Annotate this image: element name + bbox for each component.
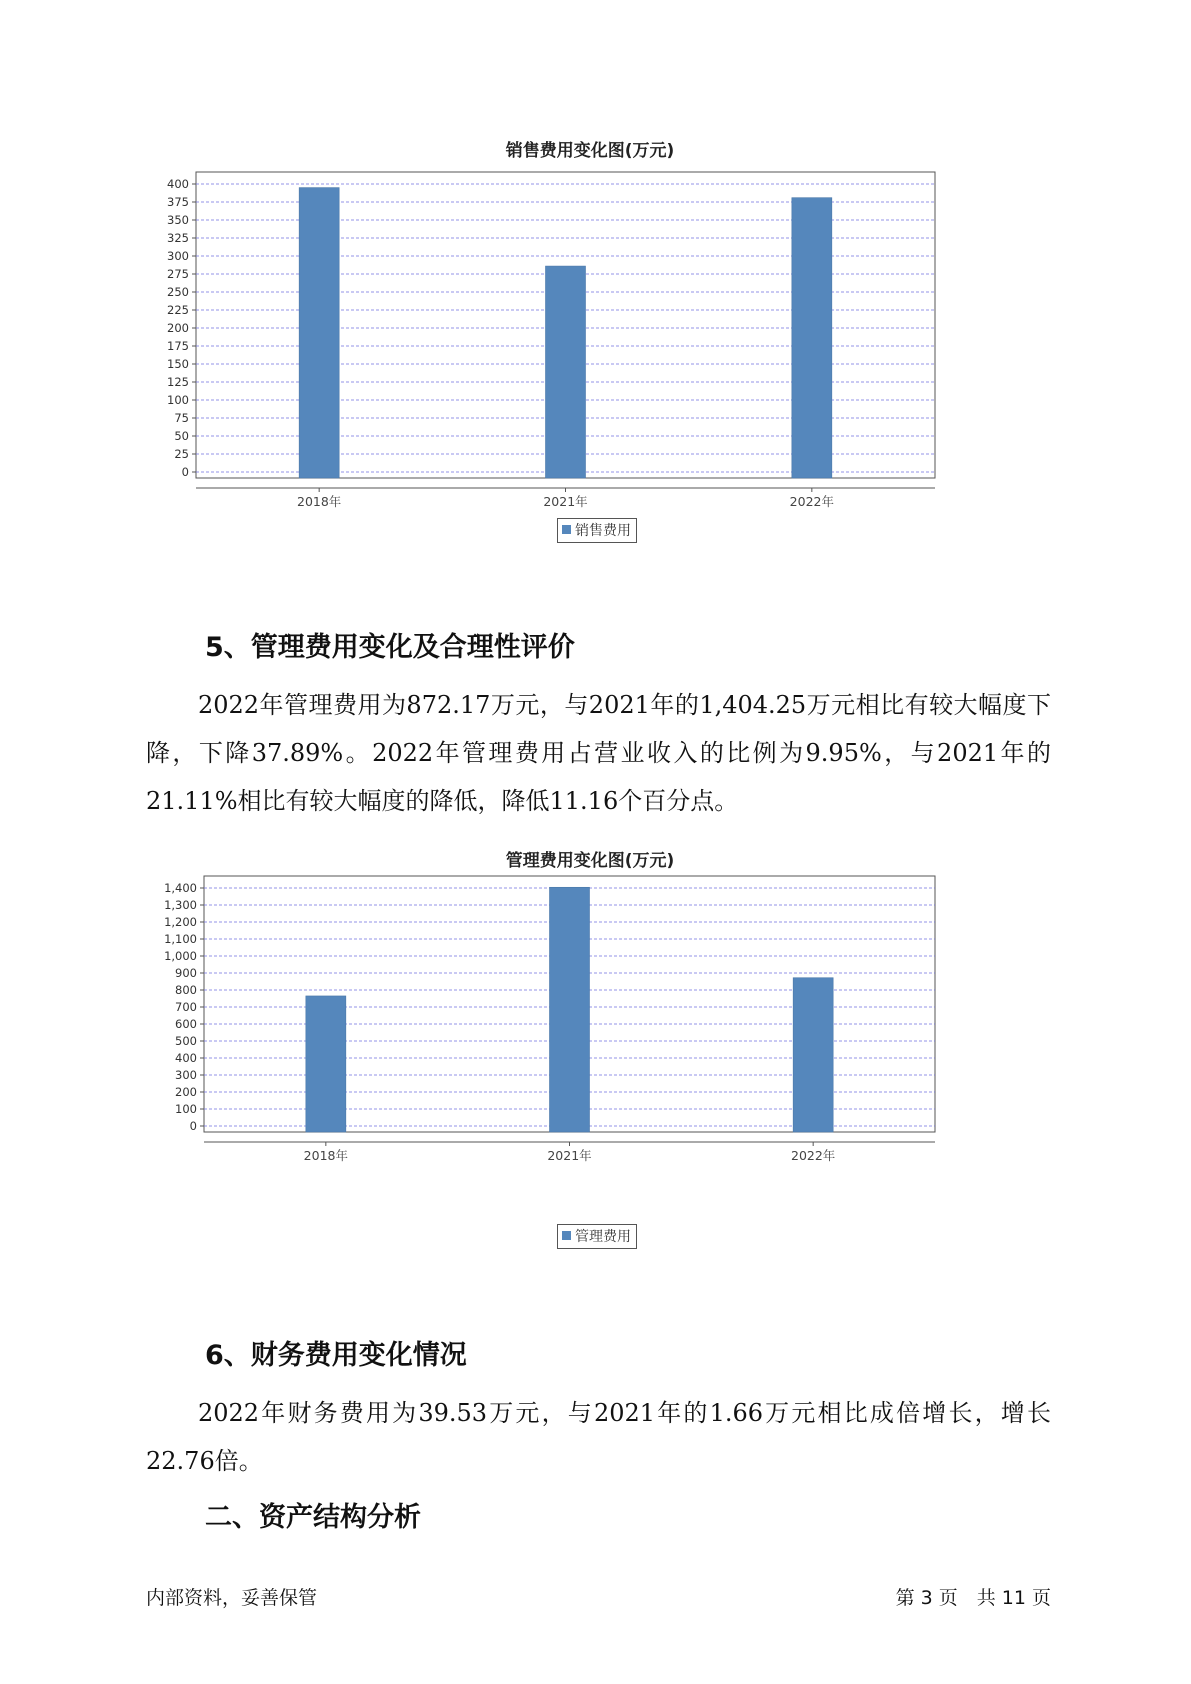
y-tick-label: 175 bbox=[167, 339, 189, 353]
y-tick-label: 225 bbox=[167, 303, 189, 317]
bar-2022年 bbox=[793, 978, 833, 1132]
y-tick-label: 400 bbox=[167, 177, 189, 191]
x-tick-label: 2022年 bbox=[789, 494, 834, 509]
y-tick-label: 150 bbox=[167, 357, 189, 371]
section-two-heading: 二、资产结构分析 bbox=[205, 1502, 421, 1533]
y-tick-label: 1,200 bbox=[164, 915, 197, 929]
y-tick-label: 1,000 bbox=[164, 949, 197, 963]
bar-2021年 bbox=[546, 266, 586, 478]
chart-svg bbox=[150, 836, 1030, 1256]
y-tick-label: 0 bbox=[181, 465, 189, 479]
x-tick-label: 2021年 bbox=[547, 1148, 592, 1163]
legend-swatch bbox=[562, 525, 571, 534]
chart-title: 管理费用变化图(万元) bbox=[505, 851, 675, 871]
y-tick-label: 100 bbox=[167, 393, 189, 407]
y-tick-label: 900 bbox=[175, 966, 197, 980]
y-tick-label: 325 bbox=[167, 231, 189, 245]
section-5-paragraph: 2022年管理费用为872.17万元，与2021年的1,404.25万元相比有较大幅度下降，下降37.89%。2022年管理费用占营业收入的比例为9.95%，与2021年的21.11%相比有较大幅度的降低，降低11.16个百分点。 bbox=[146, 691, 1051, 815]
y-tick-label: 300 bbox=[167, 249, 189, 263]
section-6-paragraph: 2022年财务费用为39.53万元，与2021年的1.66万元相比成倍增长，增长22.76倍。 bbox=[146, 1399, 1051, 1475]
y-tick-label: 200 bbox=[175, 1085, 197, 1099]
x-tick-label: 2022年 bbox=[791, 1148, 836, 1163]
y-tick-label: 500 bbox=[175, 1034, 197, 1048]
y-tick-label: 350 bbox=[167, 213, 189, 227]
section-5-heading: 5、管理费用变化及合理性评价 bbox=[205, 632, 575, 663]
bar-2021年 bbox=[550, 887, 590, 1132]
admin-expense-chart bbox=[150, 836, 1030, 1256]
y-tick-label: 600 bbox=[175, 1017, 197, 1031]
y-tick-label: 0 bbox=[189, 1119, 197, 1133]
sales-expense-chart bbox=[150, 128, 1030, 548]
bar-2018年 bbox=[299, 188, 339, 478]
y-tick-label: 300 bbox=[175, 1068, 197, 1082]
chart-legend bbox=[557, 1224, 637, 1249]
chart-title: 销售费用变化图(万元) bbox=[505, 141, 675, 161]
y-tick-label: 800 bbox=[175, 983, 197, 997]
footer-confidential: 内部资料，妥善保管 bbox=[146, 1587, 318, 1609]
bar-2022年 bbox=[792, 198, 832, 478]
y-tick-label: 250 bbox=[167, 285, 189, 299]
y-tick-label: 50 bbox=[174, 429, 189, 443]
legend-label: 销售费用 bbox=[575, 523, 631, 539]
x-tick-label: 2021年 bbox=[543, 494, 588, 509]
y-tick-label: 1,400 bbox=[164, 881, 197, 895]
footer-page-number: 第 3 页 共 11 页 bbox=[895, 1587, 1051, 1609]
x-tick-label: 2018年 bbox=[303, 1148, 348, 1163]
y-tick-label: 375 bbox=[167, 195, 189, 209]
y-tick-label: 100 bbox=[175, 1102, 197, 1116]
y-tick-label: 400 bbox=[175, 1051, 197, 1065]
legend-swatch bbox=[562, 1231, 571, 1240]
section-6-heading: 6、财务费用变化情况 bbox=[205, 1340, 467, 1371]
y-tick-label: 25 bbox=[174, 447, 189, 461]
x-tick-label: 2018年 bbox=[297, 494, 342, 509]
y-tick-label: 700 bbox=[175, 1000, 197, 1014]
chart-legend bbox=[557, 518, 637, 543]
y-tick-label: 1,300 bbox=[164, 898, 197, 912]
y-tick-label: 75 bbox=[174, 411, 189, 425]
chart-svg bbox=[150, 128, 1030, 548]
y-tick-label: 200 bbox=[167, 321, 189, 335]
legend-label: 管理费用 bbox=[575, 1229, 631, 1245]
bar-2018年 bbox=[306, 996, 346, 1132]
y-tick-label: 1,100 bbox=[164, 932, 197, 946]
y-tick-label: 275 bbox=[167, 267, 189, 281]
y-tick-label: 125 bbox=[167, 375, 189, 389]
